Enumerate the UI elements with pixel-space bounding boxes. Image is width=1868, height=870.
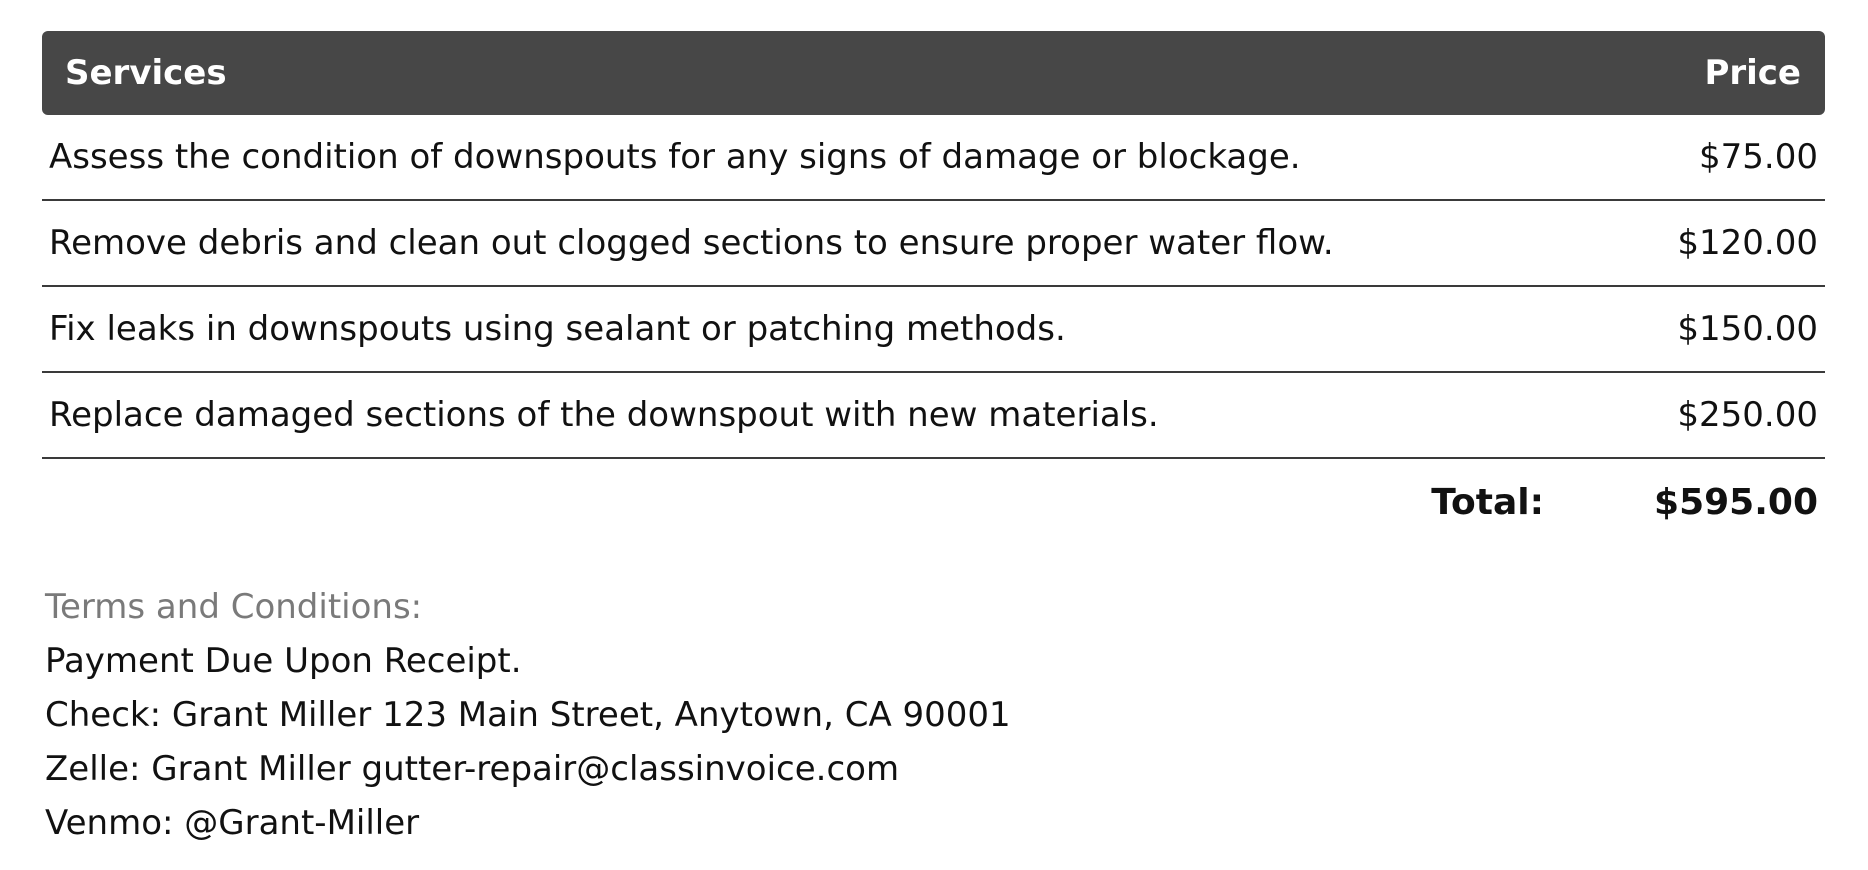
services-column-header: Services — [65, 53, 227, 93]
invoice-services-table — [42, 31, 1825, 545]
terms-title: Terms and Conditions: — [45, 587, 423, 627]
table-row — [42, 287, 1825, 373]
table-row — [42, 373, 1825, 459]
terms-and-conditions — [45, 580, 1011, 850]
terms-line-check: Check: Grant Miller 123 Main Street, Anytown, CA 90001 — [45, 695, 1011, 735]
service-description: Assess the condition of downspouts for any signs of damage or blockage. — [49, 137, 1301, 177]
table-header — [42, 31, 1825, 115]
service-description: Remove debris and clean out clogged sections to ensure proper water flow. — [49, 223, 1334, 263]
service-description: Replace damaged sections of the downspout with new materials. — [49, 395, 1159, 435]
service-price: $250.00 — [1677, 395, 1818, 435]
total-row — [42, 459, 1825, 545]
table-row — [42, 201, 1825, 287]
service-price: $75.00 — [1699, 137, 1818, 177]
total-label: Total: — [1431, 481, 1545, 523]
service-price: $120.00 — [1677, 223, 1818, 263]
price-column-header: Price — [1704, 53, 1801, 93]
service-rows — [42, 115, 1825, 459]
service-price: $150.00 — [1677, 309, 1818, 349]
terms-line-payment: Payment Due Upon Receipt. — [45, 641, 522, 681]
table-row — [42, 115, 1825, 201]
terms-line-zelle: Zelle: Grant Miller gutter-repair@classinvoice.com — [45, 749, 900, 789]
service-description: Fix leaks in downspouts using sealant or patching methods. — [49, 309, 1066, 349]
terms-line-venmo: Venmo: @Grant-Miller — [45, 803, 420, 843]
total-value: $595.00 — [1654, 481, 1818, 523]
